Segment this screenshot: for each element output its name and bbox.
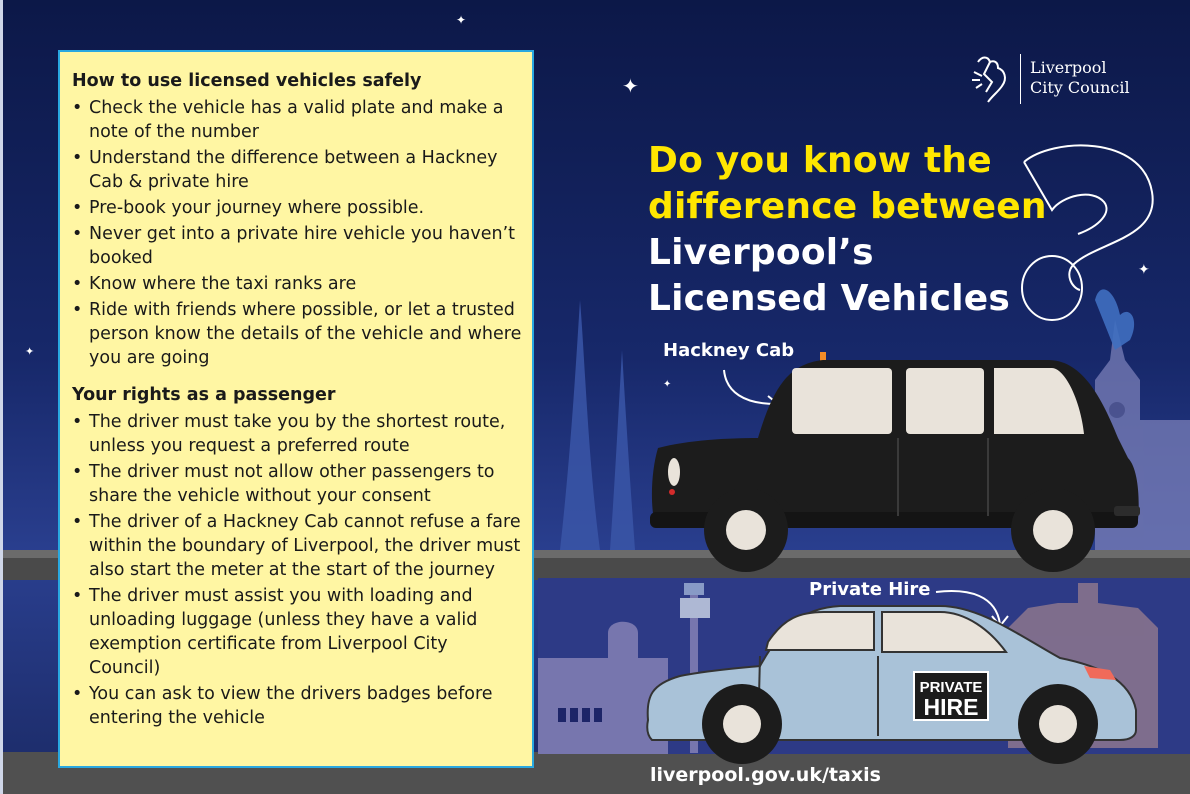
safety-list	[72, 96, 522, 370]
private-hire-sign-line2: HIRE	[923, 694, 979, 720]
safety-heading: How to use licensed vehicles safely	[72, 71, 422, 91]
private-hire-car-illustration	[640, 600, 1140, 770]
headline-line-4: Licensed Vehicles	[648, 278, 1011, 319]
headline	[648, 138, 1047, 322]
logo-divider	[1020, 54, 1021, 104]
star-icon: ✦	[622, 74, 639, 98]
hackney-cab-caption: Hackney Cab	[663, 340, 795, 361]
star-icon: ✦	[663, 379, 672, 390]
list-item: • The driver of a Hackney Cab cannot refuse a fare within the boundary of Liverpool, the driver must also start the meter at the start of the journey	[72, 510, 522, 582]
list-item: • You can ask to view the drivers badges before entering the vehicle	[72, 682, 522, 730]
council-name	[1030, 58, 1130, 98]
headline-line-3: Liverpool’s	[648, 232, 874, 273]
list-item: • The driver must assist you with loading and unloading luggage (unless they have a valid exemption certificate from Liverpool City Council)	[72, 584, 522, 680]
private-hire-caption: Private Hire	[809, 579, 931, 600]
private-hire-sign-line1: PRIVATE	[919, 679, 983, 696]
list-item: • Ride with friends where possible, or let a trusted person know the details of the vehicle and where you are going	[72, 298, 522, 370]
footer-url: liverpool.gov.uk/taxis	[650, 764, 881, 786]
star-icon: ✦	[1138, 262, 1150, 278]
info-panel	[58, 50, 534, 768]
list-item: • Know where the taxi ranks are	[72, 272, 522, 296]
headline-line-1: Do you know the	[648, 140, 992, 181]
list-item: • Understand the difference between a Hackney Cab & private hire	[72, 146, 522, 194]
star-icon: ✦	[456, 13, 467, 27]
list-item: • Pre-book your journey where possible.	[72, 196, 522, 220]
headline-line-2: difference between	[648, 186, 1047, 227]
council-name-line1: Liverpool	[1030, 58, 1107, 77]
list-item: • The driver must take you by the shortest route, unless you request a preferred route	[72, 410, 522, 458]
liver-bird-logo-icon	[968, 52, 1016, 106]
list-item: • The driver must not allow other passengers to share the vehicle without your consent	[72, 460, 522, 508]
page-edge	[0, 0, 3, 794]
list-item: • Never get into a private hire vehicle you haven’t booked	[72, 222, 522, 270]
council-name-line2: City Council	[1030, 78, 1130, 97]
star-icon: ✦	[25, 345, 35, 358]
hackney-cab-illustration	[648, 348, 1148, 578]
list-item: • Check the vehicle has a valid plate and make a note of the number	[72, 96, 522, 144]
rights-heading: Your rights as a passenger	[72, 385, 336, 405]
rights-list	[72, 410, 522, 730]
